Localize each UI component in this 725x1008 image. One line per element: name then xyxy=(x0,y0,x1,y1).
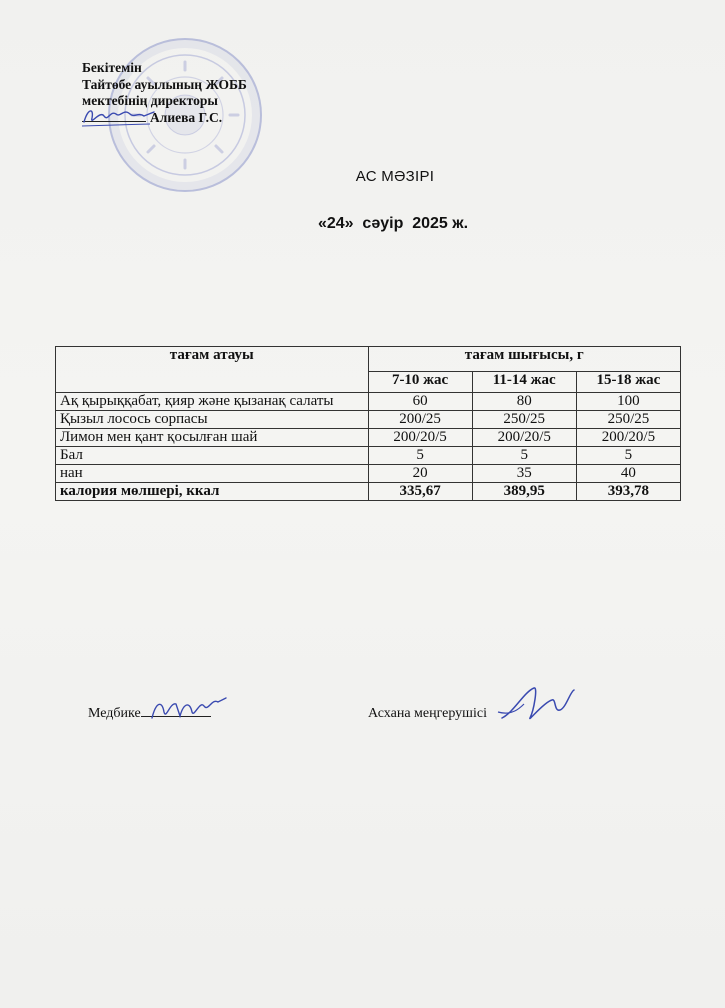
total-value: 393,78 xyxy=(576,483,680,501)
dish-name: Қызыл лосось сорпасы xyxy=(56,411,369,429)
dish-value: 60 xyxy=(368,393,472,411)
dish-value: 80 xyxy=(472,393,576,411)
header-dish-name: тағам атауы xyxy=(56,347,369,393)
kitchen-label: Асхана меңгерушісі xyxy=(368,706,487,721)
nurse-label: Медбике xyxy=(88,706,141,721)
table-header-row xyxy=(56,347,681,372)
header-output: тағам шығысы, г xyxy=(368,347,681,372)
age-group-2: 11-14 жас xyxy=(472,372,576,393)
table-row xyxy=(56,411,681,429)
director-name: Алиева Г.С. xyxy=(150,109,223,125)
dish-value: 35 xyxy=(472,465,576,483)
dish-value: 20 xyxy=(368,465,472,483)
dish-name: Бал xyxy=(56,447,369,465)
total-label: калория мөлшері, ккал xyxy=(56,483,369,501)
approval-line-1: Бекітемін xyxy=(82,60,142,75)
dish-value: 200/20/5 xyxy=(472,429,576,447)
table-row xyxy=(56,393,681,411)
total-value: 389,95 xyxy=(472,483,576,501)
dish-value: 200/20/5 xyxy=(368,429,472,447)
total-value: 335,67 xyxy=(368,483,472,501)
menu-date: «24» сәуір 2025 ж. xyxy=(317,215,469,232)
age-group-3: 15-18 жас xyxy=(576,372,680,393)
dish-value: 40 xyxy=(576,465,680,483)
dish-value: 250/25 xyxy=(472,411,576,429)
approval-line-2: Тайтөбе ауылының ЖОББ xyxy=(82,76,247,92)
table-row xyxy=(56,429,681,447)
dish-value: 200/20/5 xyxy=(576,429,680,447)
dish-name: нан xyxy=(56,465,369,483)
page-title: АС МӘЗІРІ xyxy=(355,168,435,185)
kitchen-signature xyxy=(494,682,584,726)
table-row xyxy=(56,447,681,465)
dish-value: 100 xyxy=(576,393,680,411)
approval-line-3: мектебінің директоры xyxy=(82,93,218,108)
age-group-1: 7-10 жас xyxy=(368,372,472,393)
menu-table xyxy=(55,346,681,501)
dish-value: 5 xyxy=(368,447,472,465)
table-total-row xyxy=(56,483,681,501)
dish-value: 250/25 xyxy=(576,411,680,429)
dish-value: 200/25 xyxy=(368,411,472,429)
nurse-signature xyxy=(146,694,230,724)
dish-name: Ақ қырыққабат, қияр және қызанақ салаты xyxy=(56,393,369,411)
dish-value: 5 xyxy=(576,447,680,465)
director-signature xyxy=(80,104,160,130)
dish-value: 5 xyxy=(472,447,576,465)
kitchen-signature-line xyxy=(368,706,487,722)
dish-name: Лимон мен қант қосылған шай xyxy=(56,429,369,447)
table-row xyxy=(56,465,681,483)
